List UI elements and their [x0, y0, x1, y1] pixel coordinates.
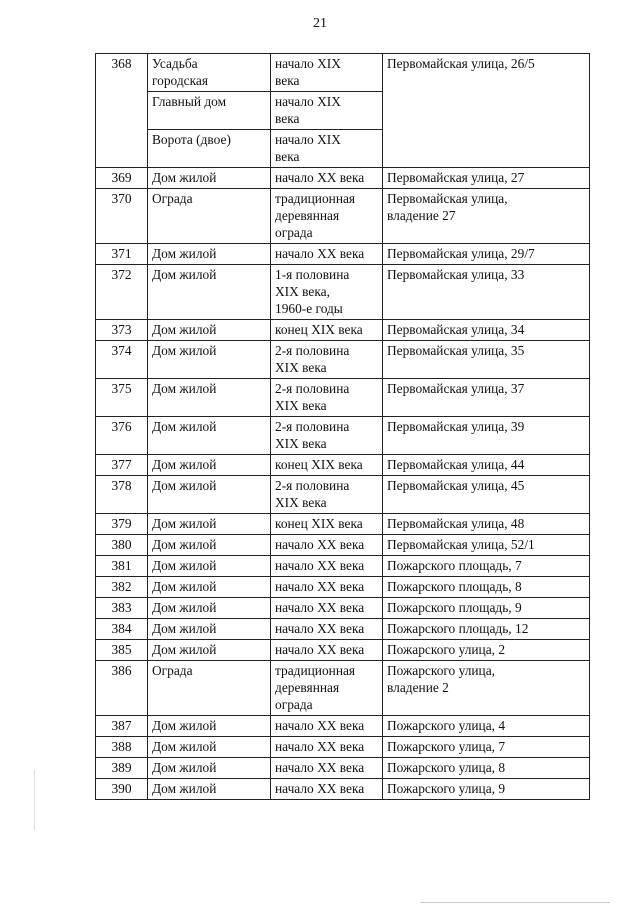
address-line: владение 27 — [387, 208, 456, 223]
row-number: 371 — [96, 244, 148, 265]
row-number: 379 — [96, 514, 148, 535]
address-cell — [383, 341, 590, 379]
object-name-cell — [148, 737, 271, 758]
row-number: 380 — [96, 535, 148, 556]
object-name-cell — [148, 455, 271, 476]
row-number: 370 — [96, 189, 148, 244]
object-name-line: Дом жилой — [152, 419, 217, 434]
sub-object-name — [148, 54, 270, 91]
row-number: 373 — [96, 320, 148, 341]
period-line: начало XX века — [275, 170, 365, 185]
period-line: начало XX века — [275, 621, 365, 636]
table-row — [96, 244, 590, 265]
address-line: Первомайская улица, 45 — [387, 478, 525, 493]
address-line: Первомайская улица, 35 — [387, 343, 525, 358]
object-name-line: Дом жилой — [152, 600, 217, 615]
period-line: начало XIX — [275, 132, 341, 147]
object-name-cell — [148, 598, 271, 619]
scan-artifact-line — [34, 770, 35, 830]
row-number: 374 — [96, 341, 148, 379]
sub-object-period — [271, 54, 382, 91]
object-name-line: Дом жилой — [152, 760, 217, 775]
address-line: Пожарского площадь, 8 — [387, 579, 522, 594]
period-cell — [271, 577, 383, 598]
address-line: Первомайская улица, 39 — [387, 419, 525, 434]
address-cell — [383, 737, 590, 758]
period-cell — [271, 189, 383, 244]
period-line: начало XX века — [275, 246, 365, 261]
table-row — [96, 619, 590, 640]
table-row — [96, 556, 590, 577]
object-name-line: Ворота (двое) — [152, 132, 231, 147]
period-line: века — [275, 73, 300, 88]
object-name-line: Главный дом — [152, 94, 227, 109]
period-line: века — [275, 111, 300, 126]
address-cell — [383, 779, 590, 800]
period-cell — [271, 379, 383, 417]
period-cell — [271, 598, 383, 619]
period-cell — [271, 661, 383, 716]
period-cell — [271, 779, 383, 800]
row-number: 376 — [96, 417, 148, 455]
period-cell — [271, 737, 383, 758]
row-number: 378 — [96, 476, 148, 514]
period-line: 2-я половина — [275, 381, 350, 396]
period-line: 2-я половина — [275, 343, 350, 358]
address-cell — [383, 598, 590, 619]
object-name-line: Дом жилой — [152, 579, 217, 594]
address-cell — [383, 54, 590, 168]
period-cell — [271, 320, 383, 341]
period-line: деревянная — [275, 208, 340, 223]
object-name-cell — [148, 779, 271, 800]
period-line: 2-я половина — [275, 478, 350, 493]
object-name-cell — [148, 341, 271, 379]
object-name-cell — [148, 265, 271, 320]
table-row — [96, 535, 590, 556]
address-line: Пожарского улица, 2 — [387, 642, 506, 657]
table-row — [96, 716, 590, 737]
row-number: 390 — [96, 779, 148, 800]
object-name-cell — [148, 716, 271, 737]
period-line: начало XX века — [275, 600, 365, 615]
table-row — [96, 341, 590, 379]
period-cell — [271, 54, 383, 168]
row-number: 372 — [96, 265, 148, 320]
object-name-line: Дом жилой — [152, 516, 217, 531]
address-line: Первомайская улица, 27 — [387, 170, 525, 185]
sub-object-name — [148, 91, 270, 129]
period-line: начало XX века — [275, 642, 365, 657]
period-line: конец XIX века — [275, 457, 363, 472]
address-line: Пожарского площадь, 7 — [387, 558, 522, 573]
object-name-cell — [148, 758, 271, 779]
period-cell — [271, 265, 383, 320]
object-name-cell — [148, 54, 271, 168]
object-name-cell — [148, 535, 271, 556]
address-cell — [383, 476, 590, 514]
period-line: века — [275, 149, 300, 164]
object-name-line: Дом жилой — [152, 170, 217, 185]
row-number: 377 — [96, 455, 148, 476]
address-line: Пожарского улица, 7 — [387, 739, 506, 754]
row-number: 368 — [96, 54, 148, 168]
object-name-cell — [148, 577, 271, 598]
table-row — [96, 577, 590, 598]
period-cell — [271, 640, 383, 661]
address-cell — [383, 514, 590, 535]
period-line: XIX века, — [275, 284, 330, 299]
period-line: ограда — [275, 225, 313, 240]
address-line: Пожарского площадь, 12 — [387, 621, 529, 636]
period-line: XIX века — [275, 360, 327, 375]
address-cell — [383, 265, 590, 320]
object-name-cell — [148, 168, 271, 189]
table-row — [96, 379, 590, 417]
period-line: конец XIX века — [275, 322, 363, 337]
address-line: Первомайская улица, 52/1 — [387, 537, 535, 552]
address-cell — [383, 758, 590, 779]
period-cell — [271, 758, 383, 779]
address-cell — [383, 556, 590, 577]
object-name-line: Дом жилой — [152, 642, 217, 657]
object-name-line: Дом жилой — [152, 381, 217, 396]
address-line: владение 2 — [387, 680, 449, 695]
page-number: 21 — [313, 16, 327, 31]
address-cell — [383, 455, 590, 476]
sub-object-period — [271, 91, 382, 129]
period-cell — [271, 619, 383, 640]
address-cell — [383, 168, 590, 189]
address-cell — [383, 244, 590, 265]
table-row — [96, 737, 590, 758]
address-line: Первомайская улица, 29/7 — [387, 246, 535, 261]
sub-object-name — [148, 129, 270, 167]
object-name-cell — [148, 556, 271, 577]
period-line: ограда — [275, 697, 313, 712]
row-number: 389 — [96, 758, 148, 779]
address-cell — [383, 320, 590, 341]
address-line: Первомайская улица, — [387, 191, 508, 206]
period-line: конец XIX века — [275, 516, 363, 531]
period-line: начало XX века — [275, 558, 365, 573]
table-row — [96, 54, 590, 168]
table-row — [96, 640, 590, 661]
table-row — [96, 265, 590, 320]
period-cell — [271, 716, 383, 737]
address-cell — [383, 640, 590, 661]
period-line: XIX века — [275, 495, 327, 510]
period-cell — [271, 514, 383, 535]
period-line: 2-я половина — [275, 419, 350, 434]
address-line: Пожарского улица, 4 — [387, 718, 506, 733]
object-name-line: городская — [152, 73, 209, 88]
table-row — [96, 455, 590, 476]
address-cell — [383, 379, 590, 417]
object-name-line: Ограда — [152, 191, 193, 206]
object-name-line: Усадьба — [152, 56, 198, 71]
period-cell — [271, 455, 383, 476]
object-name-cell — [148, 244, 271, 265]
object-name-line: Дом жилой — [152, 537, 217, 552]
address-cell — [383, 661, 590, 716]
sub-object-period — [271, 129, 382, 167]
address-line: Пожарского улица, 9 — [387, 781, 506, 796]
object-name-line: Дом жилой — [152, 478, 217, 493]
table-row — [96, 189, 590, 244]
table-row — [96, 320, 590, 341]
address-line: Первомайская улица, 48 — [387, 516, 525, 531]
object-name-cell — [148, 476, 271, 514]
object-name-line: Дом жилой — [152, 718, 217, 733]
period-line: начало XIX — [275, 94, 341, 109]
period-line: начало XX века — [275, 760, 365, 775]
scan-artifact-line — [420, 902, 610, 903]
table-row — [96, 758, 590, 779]
object-name-line: Дом жилой — [152, 558, 217, 573]
period-cell — [271, 168, 383, 189]
period-cell — [271, 556, 383, 577]
object-name-line: Дом жилой — [152, 781, 217, 796]
row-number: 385 — [96, 640, 148, 661]
period-line: начало XX века — [275, 781, 365, 796]
period-line: деревянная — [275, 680, 340, 695]
row-number: 386 — [96, 661, 148, 716]
address-line: Пожарского улица, 8 — [387, 760, 506, 775]
address-line: Пожарского площадь, 9 — [387, 600, 522, 615]
table-row — [96, 779, 590, 800]
row-number: 375 — [96, 379, 148, 417]
row-number: 382 — [96, 577, 148, 598]
period-line: начало XX века — [275, 718, 365, 733]
address-cell — [383, 577, 590, 598]
address-cell — [383, 619, 590, 640]
row-number: 388 — [96, 737, 148, 758]
object-name-line: Дом жилой — [152, 621, 217, 636]
table-body — [96, 54, 590, 800]
period-line: 1-я половина — [275, 267, 350, 282]
address-cell — [383, 716, 590, 737]
period-cell — [271, 535, 383, 556]
table-row — [96, 661, 590, 716]
table-row — [96, 168, 590, 189]
address-line: Первомайская улица, 33 — [387, 267, 525, 282]
row-number: 383 — [96, 598, 148, 619]
address-line: Первомайская улица, 37 — [387, 381, 525, 396]
row-number: 381 — [96, 556, 148, 577]
address-cell — [383, 535, 590, 556]
object-name-cell — [148, 320, 271, 341]
object-name-line: Дом жилой — [152, 322, 217, 337]
address-cell — [383, 189, 590, 244]
object-name-cell — [148, 619, 271, 640]
object-name-cell — [148, 189, 271, 244]
address-line: Первомайская улица, 44 — [387, 457, 525, 472]
address-line: Первомайская улица, 26/5 — [387, 56, 535, 71]
period-cell — [271, 417, 383, 455]
table-row — [96, 598, 590, 619]
row-number: 384 — [96, 619, 148, 640]
address-line: Первомайская улица, 34 — [387, 322, 525, 337]
period-line: начало XIX — [275, 56, 341, 71]
period-line: традиционная — [275, 663, 356, 678]
period-line: XIX века — [275, 398, 327, 413]
period-cell — [271, 244, 383, 265]
row-number: 369 — [96, 168, 148, 189]
object-name-cell — [148, 379, 271, 417]
period-line: XIX века — [275, 436, 327, 451]
object-name-line: Ограда — [152, 663, 193, 678]
object-name-line: Дом жилой — [152, 343, 217, 358]
object-name-cell — [148, 640, 271, 661]
object-name-line: Дом жилой — [152, 267, 217, 282]
period-line: начало XX века — [275, 537, 365, 552]
period-line: начало XX века — [275, 579, 365, 594]
heritage-table — [95, 53, 590, 800]
table-row — [96, 417, 590, 455]
period-line: 1960-е годы — [275, 301, 343, 316]
object-name-line: Дом жилой — [152, 457, 217, 472]
table-row — [96, 476, 590, 514]
object-name-cell — [148, 514, 271, 535]
period-cell — [271, 341, 383, 379]
object-name-line: Дом жилой — [152, 739, 217, 754]
period-line: начало XX века — [275, 739, 365, 754]
period-line: традиционная — [275, 191, 356, 206]
object-name-line: Дом жилой — [152, 246, 217, 261]
address-cell — [383, 417, 590, 455]
object-name-cell — [148, 661, 271, 716]
period-cell — [271, 476, 383, 514]
table-row — [96, 514, 590, 535]
row-number: 387 — [96, 716, 148, 737]
address-line: Пожарского улица, — [387, 663, 495, 678]
object-name-cell — [148, 417, 271, 455]
